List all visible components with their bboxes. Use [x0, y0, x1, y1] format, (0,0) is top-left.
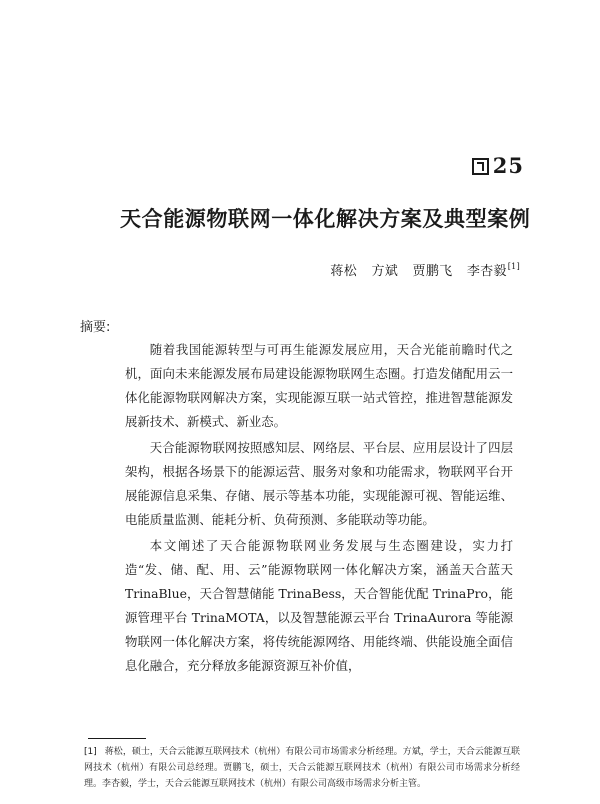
report-number: [472, 153, 524, 178]
footnote-mark: [1]: [84, 747, 97, 757]
abstract-paragraph: 天合能源物联网按照感知层、网络层、平台层、应用层设计了四层架构，根据各场景下的能源运营、服务对象和功能需求，物联网平台开展能源信息采集、存储、展示等基本功能，实现能源可视、智能运维、电能质量监测、能耗分析、负荷预测、多能联动等功能。: [125, 440, 513, 527]
footnote: [84, 744, 520, 792]
footnote-text: 蒋松，硕士，天合云能源互联网技术（杭州）有限公司市场需求分析经理。方斌，学士，天合云能源互联网技术（杭州）有限公司总经理。贾鹏飞，硕士，天合云能源互联网技术（杭州）有限公司市场需求分析经理。李杏毅，学士，天合云能源互联网技术（杭州）有限公司高级市场需求分析主管。: [84, 747, 520, 789]
report-emblem-icon: [472, 158, 489, 175]
abstract-paragraph: 随着我国能源转型与可再生能源发展应用，天合光能前瞻时代之机，面向未来能源发展布局建设能源物联网生态圈。打造发储配用云一体化能源物联网解决方案，实现能源互联一站式管控，推进智慧能源发展新技术、新模式、新业态。: [125, 342, 513, 429]
abstract-body: [125, 338, 513, 678]
author-name: 李杏毅: [466, 264, 507, 279]
author-name: 方斌: [371, 264, 399, 279]
footnote-divider: [88, 738, 146, 739]
page-title: 天合能源物联网一体化解决方案及典型案例: [120, 206, 531, 231]
author-line: [320, 260, 520, 279]
footnote-reference: [1]: [507, 262, 520, 271]
abstract-label: 摘要:: [80, 320, 111, 335]
report-number-value: 25: [492, 153, 524, 178]
abstract-paragraph: 本文阐述了天合能源物联网业务发展与生态圈建设，实力打造“发、储、配、用、云”能源物联网一体化解决方案，涵盖天合蓝天 TrinaBlue，天合智慧储能 TrinaBess，天合智能优配 TrinaPro，能源管理平台 TrinaMOTA，以及智慧能源云平台 TrinaAurora 等能源物联网一体化解决方案，将传统能源网络、用能终端、供能设施全面信息化融合，充分释放多能源资源互补价值，: [125, 538, 513, 673]
author-name: 蒋松: [330, 264, 358, 279]
author-name: 贾鹏飞: [412, 264, 453, 279]
